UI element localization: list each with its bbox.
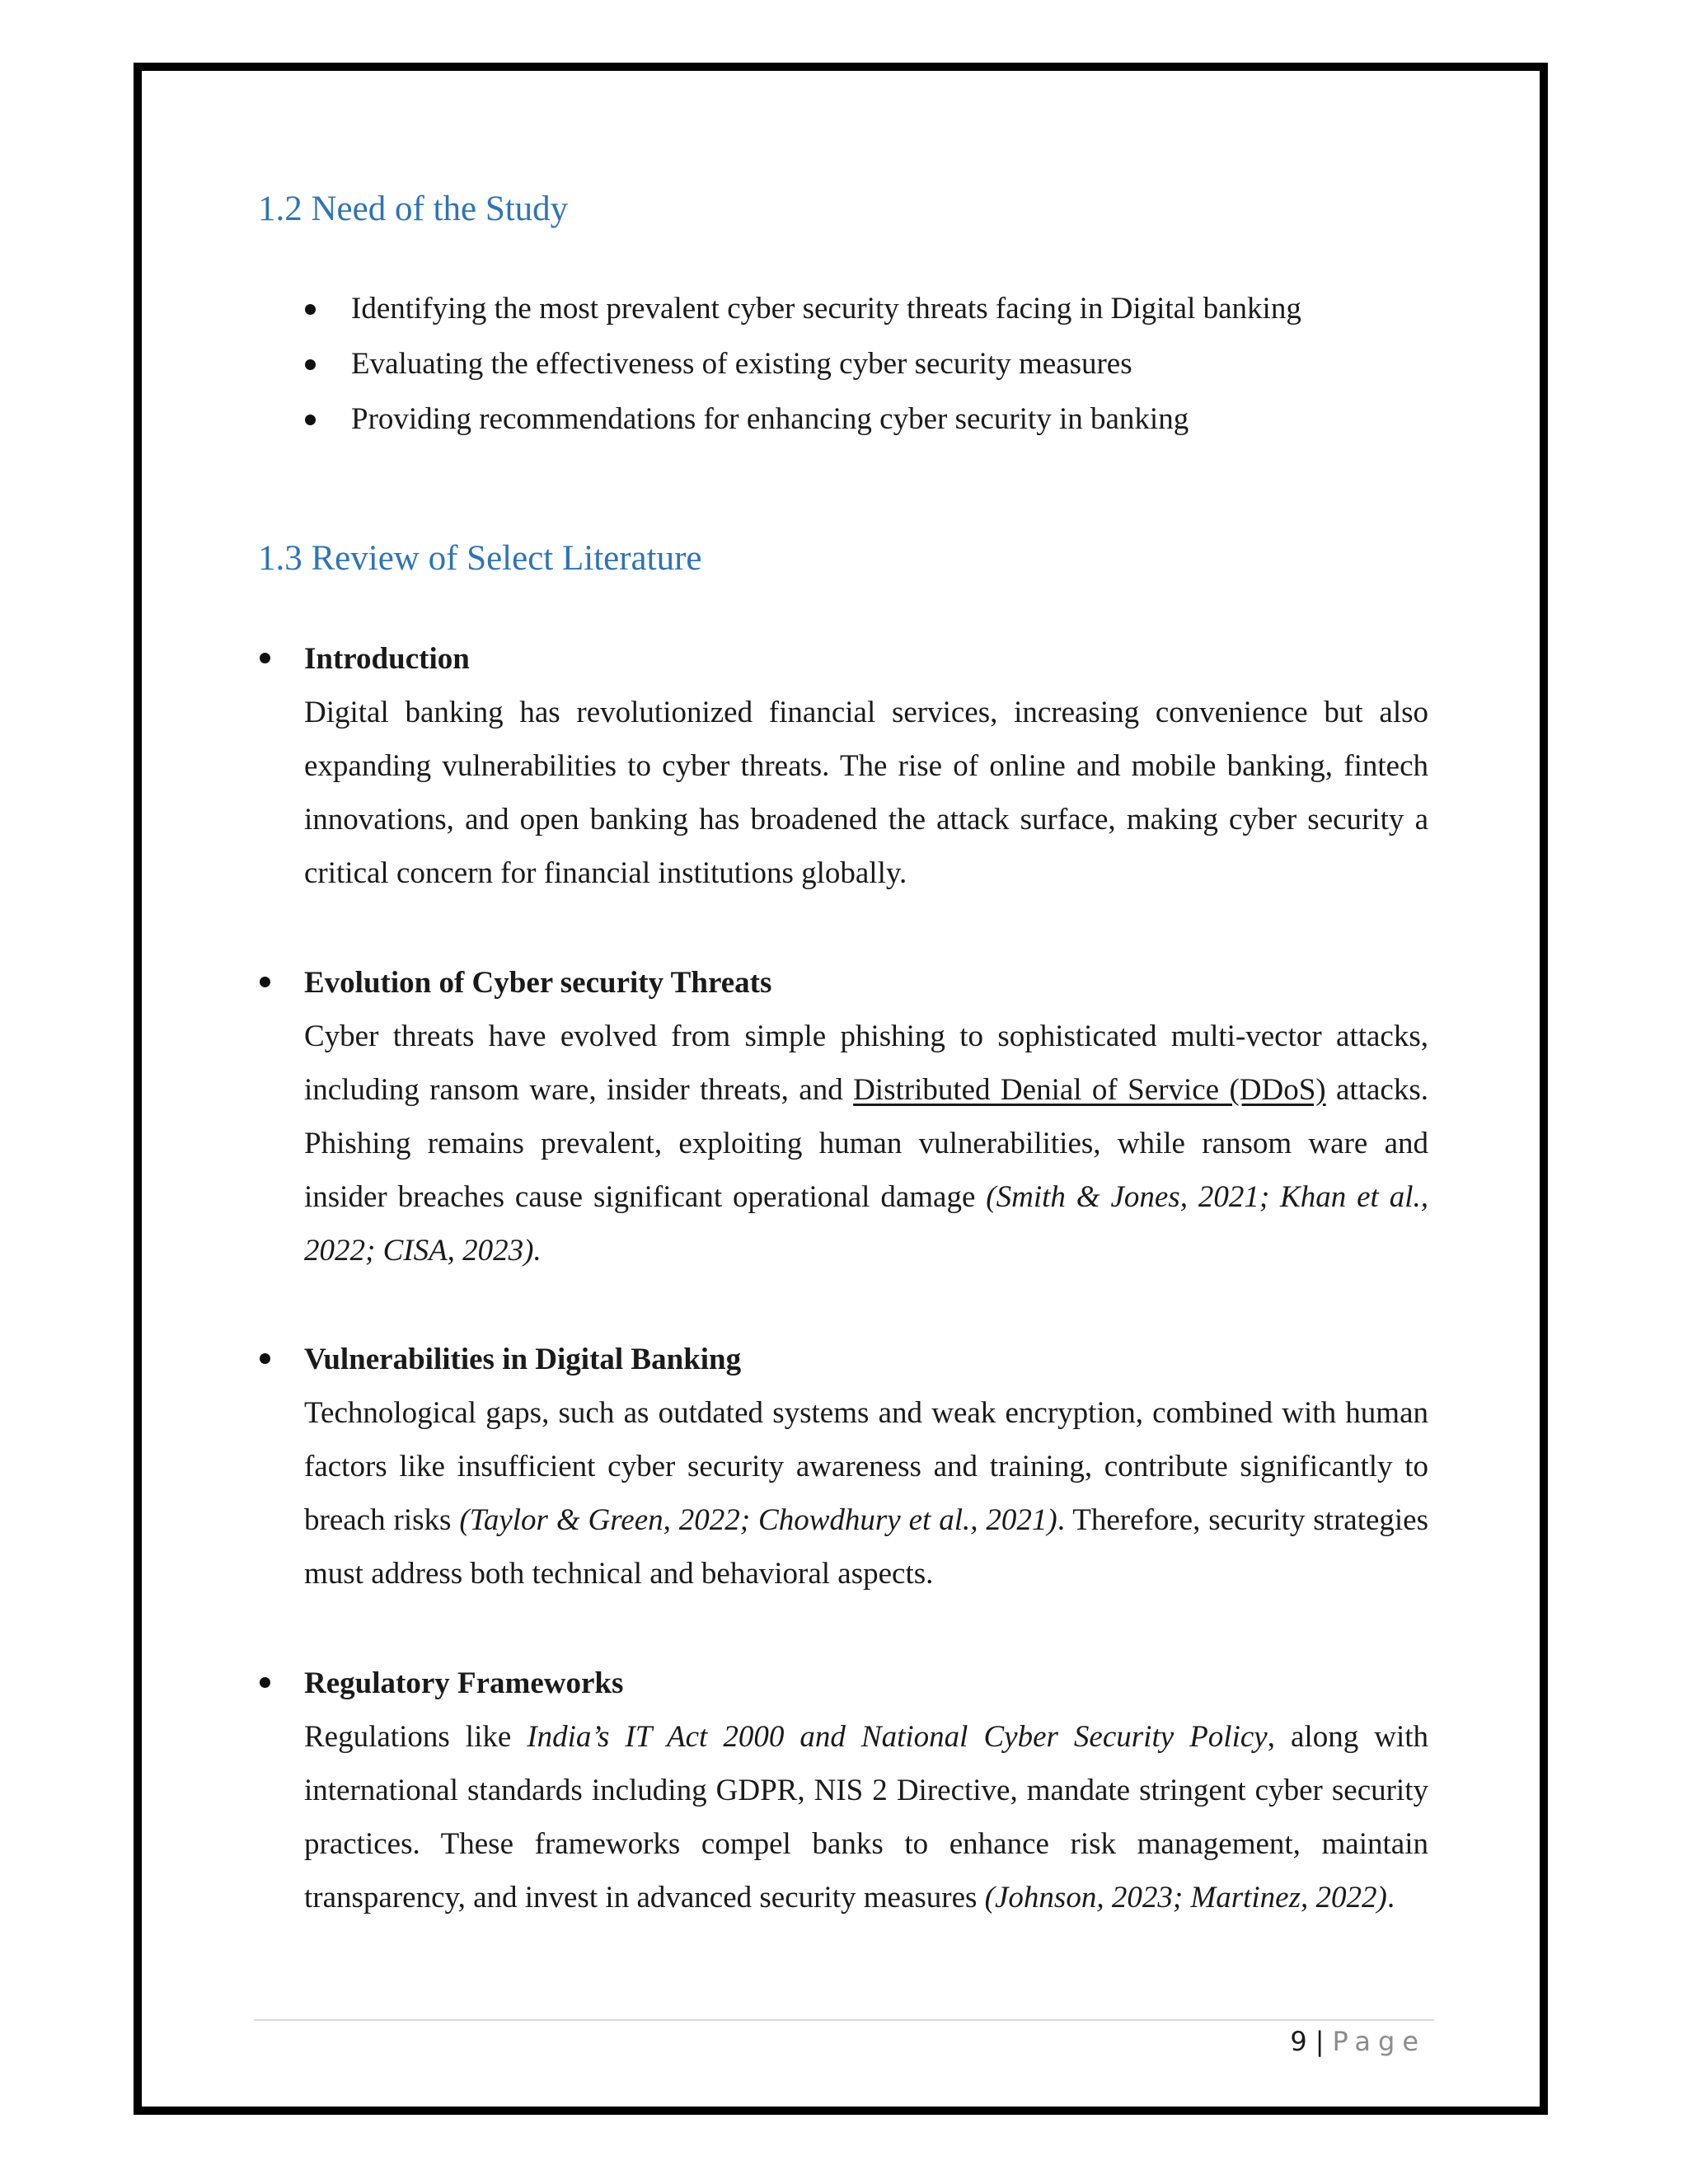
regulatory-text-part: , along with international standards including GDPR, NIS 2 Directive, mandate stringent cyber security practices. These frameworks compel banks to enhance risk management, maintain transparency, and invest in advanced security measures xyxy=(304,1720,1429,1915)
need-bullet-text: Evaluating the effectiveness of existing cyber security measures xyxy=(351,347,1132,381)
bullet-icon xyxy=(305,304,316,315)
page-number: 9 xyxy=(1290,2026,1307,2057)
bullet-icon xyxy=(305,415,316,425)
need-bullet-item xyxy=(305,336,1301,391)
need-bullet-item xyxy=(305,391,1301,447)
regulatory-title: Regulatory Frameworks xyxy=(304,1666,624,1700)
need-bullet-text: Identifying the most prevalent cyber security threats facing in Digital banking xyxy=(351,292,1301,326)
need-bullet-item xyxy=(305,281,1301,336)
page-footer xyxy=(1290,2026,1426,2057)
bullet-icon xyxy=(260,1677,270,1688)
literature-introduction xyxy=(258,633,1428,900)
regulatory-text xyxy=(304,1710,1428,1924)
introduction-title: Introduction xyxy=(304,642,470,676)
literature-regulatory xyxy=(258,1657,1428,1924)
regulatory-text-part: Regulations like xyxy=(304,1720,528,1754)
vulnerabilities-text-part: . Therefore, security strategies must address both technical and behavioral aspects. xyxy=(304,1503,1429,1591)
evolution-text-part: attacks. Phishing remains prevalent, exploiting human vulnerabilities, while ransom ware and insider breaches cause significant operational damage xyxy=(304,1073,1428,1214)
evolution-text-part: Cyber threats have evolved from simple phishing to sophisticated multi-vector attacks, including ransom ware, insider threats, and xyxy=(304,1019,1428,1107)
heading-review-literature: 1.3 Review of Select Literature xyxy=(258,539,702,578)
bullet-icon xyxy=(260,1353,270,1364)
footer-separator: | xyxy=(1315,2026,1325,2057)
need-bullet-list xyxy=(305,281,1301,447)
heading-need-of-study: 1.2 Need of the Study xyxy=(258,190,569,228)
bullet-icon xyxy=(305,359,316,370)
bullet-icon xyxy=(260,653,270,663)
evolution-citation: (Smith & Jones, 2021; Khan et al., 2022; CISA, 2023). xyxy=(304,1180,1429,1268)
regulatory-text-part: . xyxy=(1386,1881,1395,1915)
vulnerabilities-citation: (Taylor & Green, 2022; Chowdhury et al., 2021) xyxy=(459,1503,1057,1537)
vulnerabilities-title: Vulnerabilities in Digital Banking xyxy=(304,1343,742,1376)
page-label: Page xyxy=(1332,2026,1426,2057)
literature-vulnerabilities xyxy=(258,1333,1428,1601)
ddos-link[interactable]: Distributed Denial of Service (DDoS) xyxy=(853,1073,1326,1107)
regulatory-italic: India’s IT Act 2000 and National Cyber Security Policy xyxy=(527,1720,1268,1754)
bullet-icon xyxy=(260,977,270,987)
vulnerabilities-text xyxy=(304,1386,1428,1601)
evolution-title: Evolution of Cyber security Threats xyxy=(304,966,772,1000)
regulatory-citation: (Johnson, 2023; Martinez, 2022) xyxy=(984,1881,1387,1915)
vulnerabilities-text-part: Technological gaps, such as outdated systems and weak encryption, combined with human factors like insufficient cyber security awareness and training, contribute significantly to breach risks xyxy=(304,1396,1428,1537)
evolution-text xyxy=(304,1010,1428,1277)
need-bullet-text: Providing recommendations for enhancing cyber security in banking xyxy=(351,402,1189,436)
literature-evolution xyxy=(258,957,1428,1277)
introduction-text: Digital banking has revolutionized financial services, increasing convenience but also expanding vulnerabilities to cyber threats. The rise of online and mobile banking, fintech innovations, and open banking has broadened the attack surface, making cyber security a critical concern for financial institutions globally. xyxy=(304,696,1428,890)
footer-divider xyxy=(254,2019,1434,2021)
